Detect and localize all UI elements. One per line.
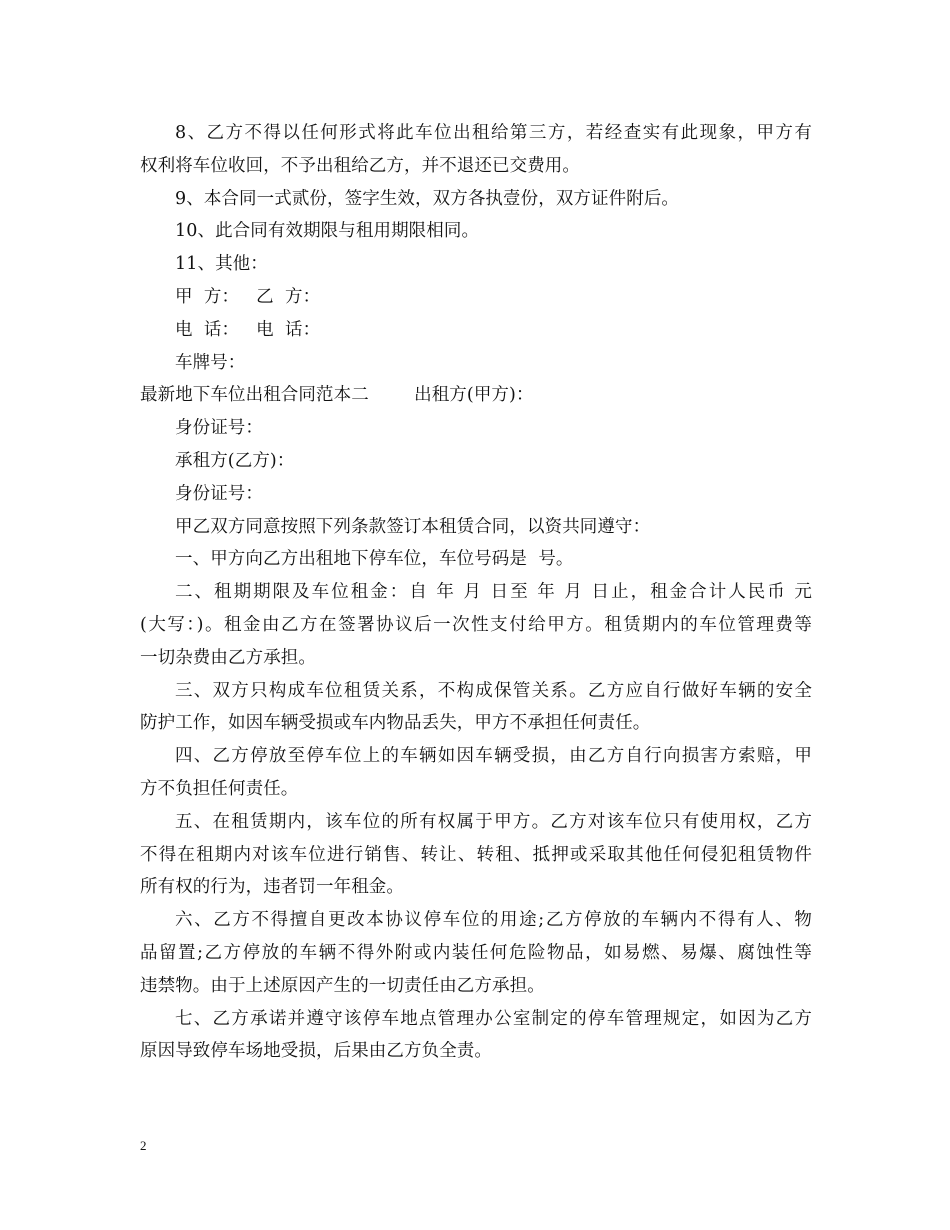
id-number-label: 身份证号：	[175, 483, 263, 504]
id-number-label: 身份证号：	[175, 418, 263, 439]
text-line: 甲乙双方同意按照下列条款签订本租赁合同，以资共同遵守：	[175, 516, 651, 537]
text-line: 四、乙方停放至停车位上的车辆如因车辆受损，由乙方自行向损害方索赔，甲	[175, 746, 812, 767]
signature-phone-label: 电 话： 电 话：	[175, 319, 321, 340]
text-line: 不得在租期内对该车位进行销售、转让、转租、抵押或采取其他任何侵犯租赁物件	[140, 844, 812, 865]
text-line: 二、租期期限及车位租金：自 年 月 日至 年 月 日止，租金合计人民币 元	[175, 582, 812, 603]
text-line: 8、乙方不得以任何形式将此车位出租给第三方，若经查实有此现象，甲方有	[175, 123, 812, 143]
text-line: 一切杂费由乙方承担。	[140, 647, 316, 668]
text-line: 10、此合同有效期限与租用期限相同。	[175, 221, 480, 242]
page-number: 2	[140, 1138, 147, 1153]
signature-party-label: 甲 方： 乙 方：	[175, 286, 321, 307]
license-plate-label: 车牌号：	[175, 352, 246, 373]
text-line: 五、在租赁期内，该车位的所有权属于甲方。乙方对该车位只有使用权，乙方	[175, 811, 812, 832]
text-line: 权利将车位收回，不予出租给乙方，并不退还已交费用。	[140, 155, 580, 176]
text-line: 9、本合同一式贰份，签字生效，双方各执壹份，双方证件附后。	[175, 188, 680, 209]
text-line: 防护工作，如因车辆受损或车内物品丢失，甲方不承担任何责任。	[140, 713, 651, 734]
text-line: 所有权的行为，违者罚一年租金。	[140, 877, 404, 898]
document-body	[140, 117, 812, 1068]
text-line: 违禁物。由于上述原因产生的一切责任由乙方承担。	[140, 975, 545, 996]
text-line: 11、其他：	[175, 254, 268, 275]
text-line: 原因导致停车场地受损，后果由乙方负全责。	[140, 1041, 492, 1062]
text-line: 品留置;乙方停放的车辆不得外附或内装任何危险物品，如易燃、易爆、腐蚀性等	[140, 942, 812, 963]
text-line: (大写：)。租金由乙方在签署协议后一次性支付给甲方。租赁期内的车位管理费等	[140, 614, 812, 635]
lessee-label: 承租方(乙方)：	[175, 450, 295, 471]
section-heading: 最新地下车位出租合同范本二 出租方(甲方)：	[140, 385, 534, 406]
text-line: 三、双方只构成车位租赁关系，不构成保管关系。乙方应自行做好车辆的安全	[175, 680, 812, 701]
text-line: 方不负担任何责任。	[140, 778, 299, 799]
text-line: 七、乙方承诺并遵守该停车地点管理办公室制定的停车管理规定，如因为乙方	[175, 1008, 812, 1029]
text-line: 六、乙方不得擅自更改本协议停车位的用途;乙方停放的车辆内不得有人、物	[175, 910, 812, 931]
text-line: 一、甲方向乙方出租地下停车位，车位号码是 号。	[175, 549, 574, 570]
